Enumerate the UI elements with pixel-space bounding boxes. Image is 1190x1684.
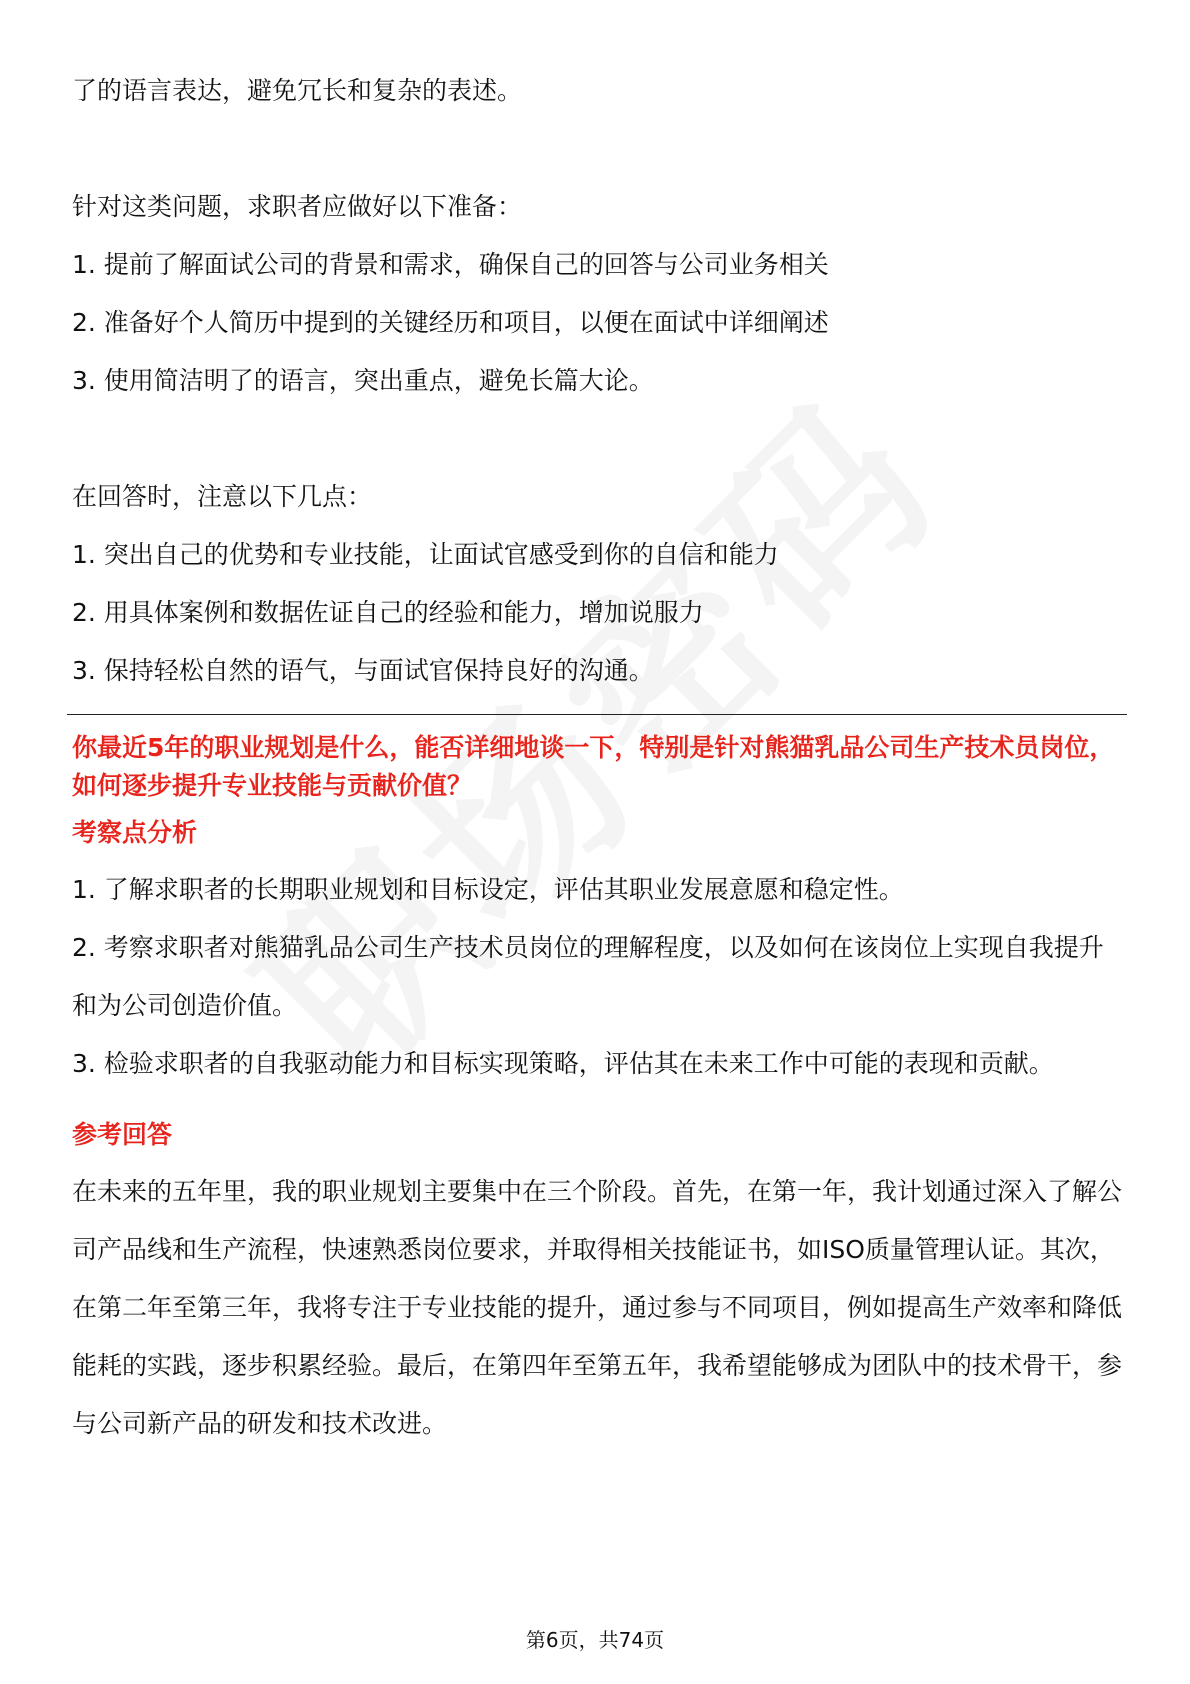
reference-heading: 参考回答: [72, 1120, 173, 1149]
analysis-heading: 考察点分析: [72, 818, 198, 847]
answer-tips-item: 2. 用具体案例和数据佐证自己的经验和能力，增加说服力: [72, 598, 704, 627]
interview-question: 你最近5年的职业规划是什么，能否详细地谈一下，特别是针对熊猫乳品公司生产技术员岗位，如何逐步提升专业技能与贡献价值？: [72, 733, 1115, 800]
analysis-item: 1. 了解求职者的长期职业规划和目标设定，评估其职业发展意愿和稳定性。: [72, 875, 904, 904]
page-number: 第6页，共74页: [525, 1628, 665, 1652]
answer-tips-item: 1. 突出自己的优势和专业技能，让面试官感受到你的自信和能力: [72, 540, 779, 569]
preparation-item: 1. 提前了解面试公司的背景和需求，确保自己的回答与公司业务相关: [72, 250, 829, 279]
analysis-item: 2. 考察求职者对熊猫乳品公司生产技术员岗位的理解程度，以及如何在该岗位上实现自我提升和为公司创造价值。: [72, 933, 1104, 1020]
answer-tips-item: 3. 保持轻松自然的语气，与面试官保持良好的沟通。: [72, 656, 654, 685]
preparation-heading: 针对这类问题，求职者应做好以下准备：: [72, 192, 523, 221]
analysis-item: 3. 检验求职者的自我驱动能力和目标实现策略，评估其在未来工作中可能的表现和贡献。: [72, 1049, 1054, 1078]
intro-continuation: 了的语言表达，避免冗长和复杂的表述。: [72, 76, 523, 105]
page-content: [72, 62, 1122, 1453]
preparation-item: 3. 使用简洁明了的语言，突出重点，避免长篇大论。: [72, 366, 654, 395]
preparation-item: 2. 准备好个人简历中提到的关键经历和项目，以便在面试中详细阐述: [72, 308, 829, 337]
answer-tips-heading: 在回答时，注意以下几点：: [72, 482, 373, 511]
reference-answer: 在未来的五年里，我的职业规划主要集中在三个阶段。首先，在第一年，我计划通过深入了解公司产品线和生产流程，快速熟悉岗位要求，并取得相关技能证书，如ISO质量管理认证。其次，在第二年至第三年，我将专注于专业技能的提升，通过参与不同项目，例如提高生产效率和降低能耗的实践，逐步积累经验。最后，在第四年至第五年，我希望能够成为团队中的技术骨干，参与公司新产品的研发和技术改进。: [72, 1177, 1123, 1438]
section-divider: [67, 714, 1127, 715]
